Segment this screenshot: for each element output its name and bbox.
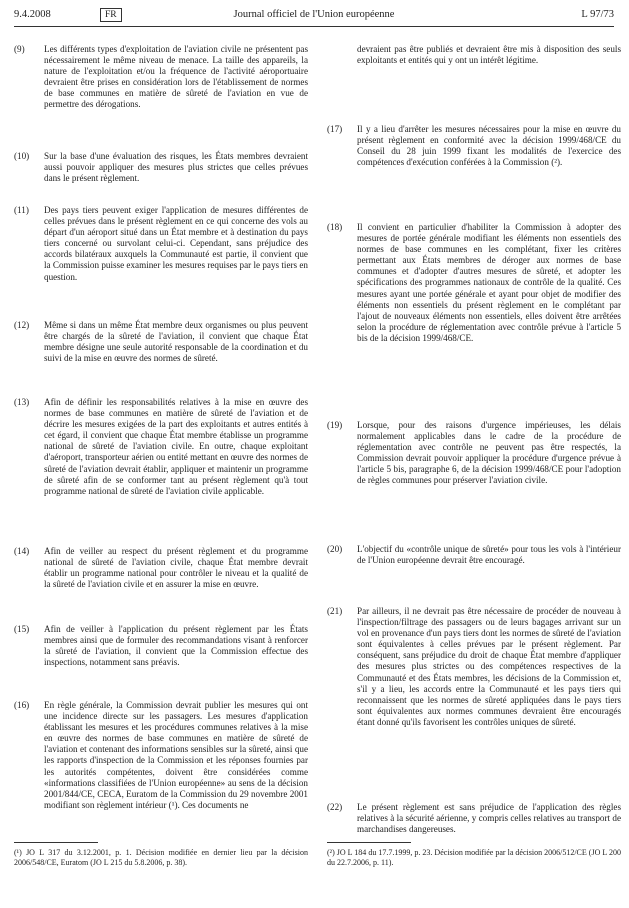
journal-title: Journal officiel de l'Union européenne (233, 9, 395, 20)
footnote-divider-left (14, 842, 98, 843)
recital-22 (327, 802, 621, 835)
recital-text: En règle générale, la Commission devrait publier les mesures qui ont une incidence directe sur les passagers. Les mesures d'application établissant les mesures et les procédures communes relatives à la mise en œuvre des normes de base communes en matière de sûreté de l'aviation et contenant des informations sensibles sur la sûreté, ainsi que les rapports d'inspection de la Commission et les réponses fournies par les autorités compétentes, doivent être considérées comme «informations classifiées de l'Union européenne» au sens de la décision 2001/844/CE, CECA, Euratom de la Commission du 29 novembre 2001 modifiant son règlement intérieur (¹). Ces documents ne (44, 700, 308, 810)
recital-13 (14, 397, 308, 497)
publication-date: 9.4.2008 (14, 9, 51, 20)
recital-14 (14, 546, 308, 590)
recital-19 (327, 420, 621, 487)
recital-text: Afin de définir les responsabilités relatives à la mise en œuvre des normes de base communes en matière de sûreté de l'aviation et de décrire les mesures exigées de la part des exploitants et autres entités à cet égard, il convient que chaque État membre établisse un programme national de sûreté de l'aviation civile. En outre, chaque exploitant d'aéroport, transporteur aérien ou entité mettant en œuvre des normes de sûreté de l'aviation devrait établir, appliquer et maintenir un programme de sûreté afin de se conformer tant au présent règlement qu'à tout programme national de sûreté de l'aviation civile applicable. (44, 397, 308, 496)
recital-number: (10) (14, 151, 30, 161)
footnote-right: (²) JO L 184 du 17.7.1999, p. 23. Décision modifiée par la décision 2006/512/CE (JO L 200 du 22.7.2006, p. 11). (327, 848, 621, 867)
page-header (14, 8, 614, 24)
recital-number: (20) (327, 544, 343, 554)
recital-number: (14) (14, 546, 30, 556)
recital-number: (18) (327, 222, 343, 232)
recital-number: (13) (14, 397, 30, 407)
header-divider (14, 26, 614, 27)
recital-text: Afin de veiller à l'application du présent règlement par les États membres ainsi que de formuler des recommandations visant à renforcer la sûreté de l'aviation, il convient que la Commission effectue des inspections, notamment sans préavis. (44, 624, 308, 668)
recital-text: Les différents types d'exploitation de l'aviation civile ne présentent pas nécessairement le même niveau de menace. La taille des appareils, la nature de l'exploitation et/ou la fréquence de l'activité aéroportuaire devraient être prises en considération lors de l'établissement de normes de base communes en matière de sûreté de l'aviation en vue de permettre des dérogations. (44, 44, 308, 110)
recital-number: (22) (327, 802, 343, 812)
recital-text: Il convient en particulier d'habiliter la Commission à adopter des mesures de portée générale modifiant les éléments non essentiels des normes de base communes en les complétant, fixer les critères permettant aux États membres de déroger aux normes de base communes et d'adopter d'autres mesures de sûreté, et adopter les spécifications des programmes nationaux de contrôle de la qualité. Ces mesures ayant une portée générale et ayant pour objet de modifier des éléments non essentiels du présent règlement en le complétant par l'ajout de nouveaux éléments non essentiels, elles doivent être arrêtées selon la procédure de réglementation avec contrôle prévue à l'article 5 bis de la décision 1999/468/CE. (357, 222, 621, 343)
recital-number: (11) (14, 205, 29, 215)
recital-text: Lorsque, pour des raisons d'urgence impérieuses, les délais normalement applicables dans le cadre de la procédure de réglementation avec contrôle ne peuvent pas être respectés, la Commission devrait pouvoir appliquer la procédure d'urgence prévue à l'article 5 bis, paragraphe 6, de la décision 1999/468/CE pour l'adoption de règles communes pour préserver l'aviation civile. (357, 420, 621, 486)
recital-number: (15) (14, 624, 30, 634)
recital-text: Afin de veiller au respect du présent règlement et du programme national de sûreté de l'aviation civile, chaque État membre devrait établir un programme national pour contrôler le niveau et la qualité de la sûreté de l'aviation civile et en assurer la mise en œuvre. (44, 546, 308, 590)
recital-text: devraient pas être publiés et devraient être mis à disposition des seuls exploitants et entités qui y ont un intérêt légitime. (357, 44, 621, 66)
recital-number: (21) (327, 606, 343, 616)
recital-number: (19) (327, 420, 343, 430)
recital-text: Le présent règlement est sans préjudice de l'application des règles relatives à la sécurité aérienne, y compris celles relatives au transport de marchandises dangereuses. (357, 802, 621, 835)
recital-text: Par ailleurs, il ne devrait pas être nécessaire de procéder de nouveau à l'inspection/filtrage des passagers ou de leurs bagages arrivant sur un vol en provenance d'un pays tiers dont les normes de sûreté de l'aviation sont équivalentes à celles prévues par le présent règlement. Par conséquent, sans préjudice du droit de chaque État membre d'appliquer des mesures plus strictes ou des compétences respectives de la Communauté et des États membres, les décisions de la Commission et, s'il y a lieu, les accords entre la Communauté et les pays tiers qui reconnaissent que les normes de sûreté appliquées dans le pays tiers sont équivalentes aux normes communes devraient être encouragés étant donné qu'ils favorisent les contrôles uniques de sûreté. (357, 606, 621, 727)
recital-9 (14, 44, 308, 111)
recital-20 (327, 544, 621, 566)
recital-16-continued (327, 44, 621, 66)
recital-12 (14, 320, 308, 364)
footnote-divider-right (327, 842, 411, 843)
language-badge: FR (100, 8, 122, 22)
recital-text: Des pays tiers peuvent exiger l'application de mesures différentes de celles prévues dans le présent règlement en ce qui concerne des vols au départ d'un aéroport situé dans un État membre et à destination du pays tiers concerné ou survolant celui-ci. Cependant, sans préjudice des accords bilatéraux auxquels la Communauté est partie, il convient que la Commission puisse examiner les mesures requises par le pays tiers en question. (44, 205, 308, 282)
recital-15 (14, 624, 308, 668)
recital-18 (327, 222, 621, 344)
page-reference: L 97/73 (581, 9, 614, 20)
recital-10 (14, 151, 308, 184)
recital-21 (327, 606, 621, 728)
recital-17 (327, 124, 621, 168)
recital-text: Même si dans un même État membre deux organismes ou plus peuvent être chargés de la sûreté de l'aviation, il convient que chaque État membre désigne une seule autorité responsable de la coordination et du suivi de la mise en œuvre des normes de sûreté. (44, 320, 308, 364)
footnote-left: (¹) JO L 317 du 3.12.2001, p. 1. Décision modifiée en dernier lieu par la décision 2006/548/CE, Euratom (JO L 215 du 5.8.2006, p. 38). (14, 848, 308, 867)
recital-number: (12) (14, 320, 30, 330)
recital-number: (17) (327, 124, 343, 134)
recital-11 (14, 205, 308, 283)
recital-text: L'objectif du «contrôle unique de sûreté» pour tous les vols à l'intérieur de l'Union européenne devrait être encouragé. (357, 544, 621, 566)
recital-16 (14, 700, 308, 811)
recital-text: Il y a lieu d'arrêter les mesures nécessaires pour la mise en œuvre du présent règlement en conformité avec la décision 1999/468/CE du Conseil du 28 juin 1999 fixant les modalités de l'exercice des compétences d'exécution conférées à la Commission (²). (357, 124, 621, 168)
recital-number: (16) (14, 700, 30, 710)
recital-text: Sur la base d'une évaluation des risques, les États membres devraient aussi pouvoir appliquer des mesures plus strictes que celles prévues dans le présent règlement. (44, 151, 308, 184)
recital-number: (9) (14, 44, 25, 54)
